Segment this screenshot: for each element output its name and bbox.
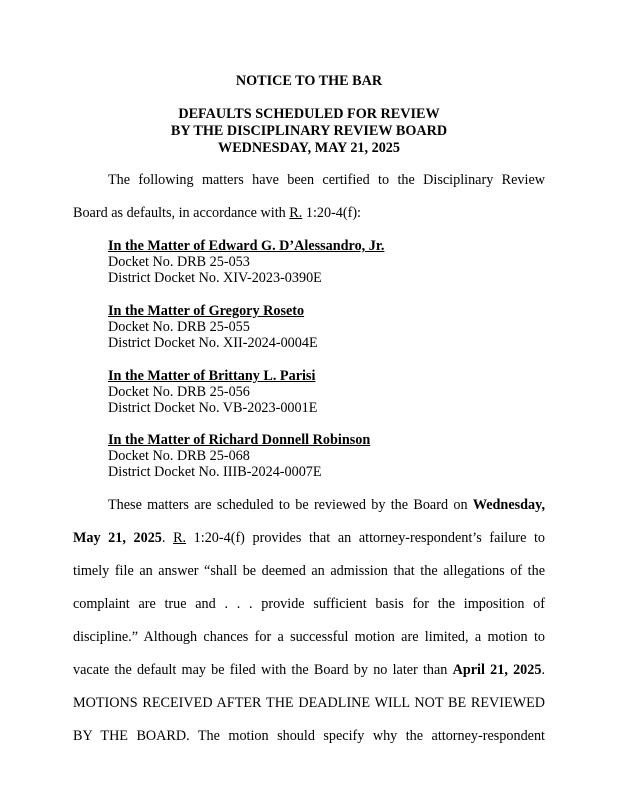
body-line-1: These matters are scheduled to be reviewed by the Board on Wednesday,: [108, 497, 545, 513]
matter-title: In the Matter of Brittany L. Parisi: [108, 368, 316, 384]
intro-line-2: Board as defaults, in accordance with R. 1:20-4(f):: [73, 205, 362, 221]
rule-reference: R.: [289, 205, 303, 221]
matter-district-docket: District Docket No. IIIB-2024-0007E: [108, 464, 322, 480]
subheading-line-2: BY THE DISCIPLINARY REVIEW BOARD: [170, 123, 448, 139]
matter-docket: Docket No. DRB 25-055: [108, 319, 250, 335]
matter-item: [108, 368, 317, 416]
subheading-line-3: WEDNESDAY, MAY 21, 2025: [218, 140, 400, 156]
matter-title: In the Matter of Edward G. D’Alessandro, Jr.: [108, 238, 385, 254]
matter-title: In the Matter of Gregory Roseto: [108, 303, 305, 319]
matter-district-docket: District Docket No. XII-2024-0004E: [108, 335, 318, 351]
matter-district-docket: District Docket No. XIV-2023-0390E: [108, 270, 322, 286]
matter-item: [108, 432, 370, 480]
body-line-2: May 21, 2025. R. 1:20-4(f) provides that an attorney-respondent’s failure to: [73, 530, 546, 546]
matter-district-docket: District Docket No. VB-2023-0001E: [108, 400, 318, 416]
intro-line-1: The following matters have been certified to the Disciplinary Review: [108, 172, 545, 188]
matter-item: [108, 238, 384, 286]
rule-reference: R.: [173, 530, 187, 546]
matter-docket: Docket No. DRB 25-053: [108, 254, 250, 270]
notice-heading: NOTICE TO THE BAR: [235, 73, 383, 89]
matter-docket: Docket No. DRB 25-056: [108, 384, 250, 400]
matter-title: In the Matter of Richard Donnell Robinson: [108, 432, 371, 448]
subheading-line-1: DEFAULTS SCHEDULED FOR REVIEW: [178, 106, 440, 122]
body-line-6: vacate the default may be filed with the Board by no later than April 21, 2025.: [73, 662, 545, 678]
body-line-7: MOTIONS RECEIVED AFTER THE DEADLINE WILL NOT BE REVIEWED: [73, 695, 545, 711]
matter-docket: Docket No. DRB 25-068: [108, 448, 250, 464]
body-line-3: timely file an answer “shall be deemed an admission that the allegations of the: [73, 563, 545, 579]
body-line-4: complaint are true and . . . provide sufficient basis for the imposition of: [73, 596, 545, 612]
body-line-8: BY THE BOARD. The motion should specify why the attorney-respondent: [73, 728, 545, 744]
body-line-5: discipline.” Although chances for a successful motion are limited, a motion to: [73, 629, 545, 645]
matter-item: [108, 303, 318, 351]
